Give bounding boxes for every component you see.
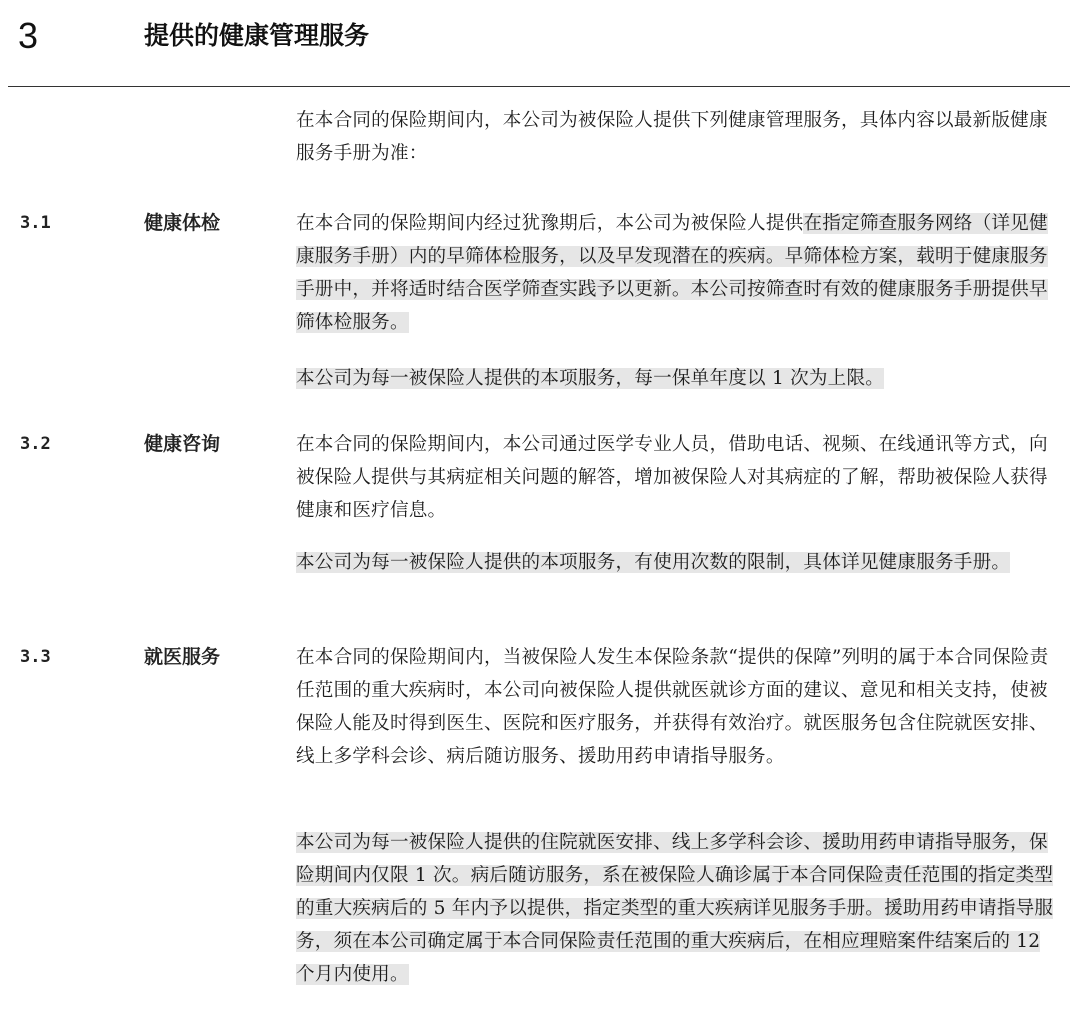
section-3-3-limit bbox=[296, 826, 1058, 991]
section-3-3-body: 在本合同的保险期间内，当被保险人发生本保险条款“提供的保障”列明的属于本合同保险责任范围的重大疾病时，本公司向被保险人提供就医就诊方面的建议、意见和相关支持，使被保险人能及时得到医生、医院和医疗服务，并获得有效治疗。就医服务包含住院就医安排、线上多学科会诊、病后随访服务、援助用药申请指导服务。 bbox=[296, 647, 1049, 767]
chapter-number: 3 bbox=[18, 15, 39, 56]
section-3-2-number: 3.2 bbox=[20, 434, 51, 454]
section-3-1-number: 3.1 bbox=[20, 213, 51, 233]
section-3-1-body-highlight: 在指定筛查服务网络（详见健康服务手册）内的早筛体检服务，以及早发现潜在的疾病。早筛体检方案，载明于健康服务手册中，并将适时结合医学筛查实践予以更新。本公司按筛查时有效的健康服务手册提供早筛体检服务。 bbox=[296, 213, 1048, 333]
section-3-1-body-plain: 在本合同的保险期间内经过犹豫期后，本公司为被保险人提供 bbox=[296, 213, 804, 234]
intro-paragraph: 在本合同的保险期间内，本公司为被保险人提供下列健康管理服务，具体内容以最新版健康服务手册为准： bbox=[296, 110, 1048, 164]
section-3-1-body bbox=[296, 207, 1058, 339]
chapter-title: 提供的健康管理服务 bbox=[144, 21, 370, 50]
section-3-2-limit bbox=[296, 546, 1058, 579]
section-3-2-limit-text: 本公司为每一被保险人提供的本项服务，有使用次数的限制，具体详见健康服务手册。 bbox=[296, 552, 1011, 573]
section-3-3-limit-text: 本公司为每一被保险人提供的住院就医安排、线上多学科会诊、援助用药申请指导服务，保险期间内仅限 1 次。病后随访服务，系在被保险人确诊属于本合同保险责任范围的指定类型的重大疾病后的 5 年内予以提供，指定类型的重大疾病详见服务手册。援助用药申请指导服务，须在本公司确定属于本合同保险责任范围的重大疾病后，在相应理赔案件结案后的 12 个月内使用。 bbox=[296, 832, 1054, 985]
section-3-2-title: 健康咨询 bbox=[144, 433, 221, 455]
section-3-1-limit bbox=[296, 362, 1058, 395]
section-3-1-title: 健康体检 bbox=[144, 212, 221, 234]
header-divider bbox=[8, 86, 1070, 87]
section-3-3-title: 就医服务 bbox=[144, 646, 221, 668]
section-3-2-body: 在本合同的保险期间内，本公司通过医学专业人员，借助电话、视频、在线通讯等方式，向被保险人提供与其病症相关问题的解答，增加被保险人对其病症的了解，帮助被保险人获得健康和医疗信息。 bbox=[296, 434, 1048, 521]
section-3-1-limit-text: 本公司为每一被保险人提供的本项服务，每一保单年度以 1 次为上限。 bbox=[296, 368, 885, 389]
section-3-3-number: 3.3 bbox=[20, 647, 51, 667]
